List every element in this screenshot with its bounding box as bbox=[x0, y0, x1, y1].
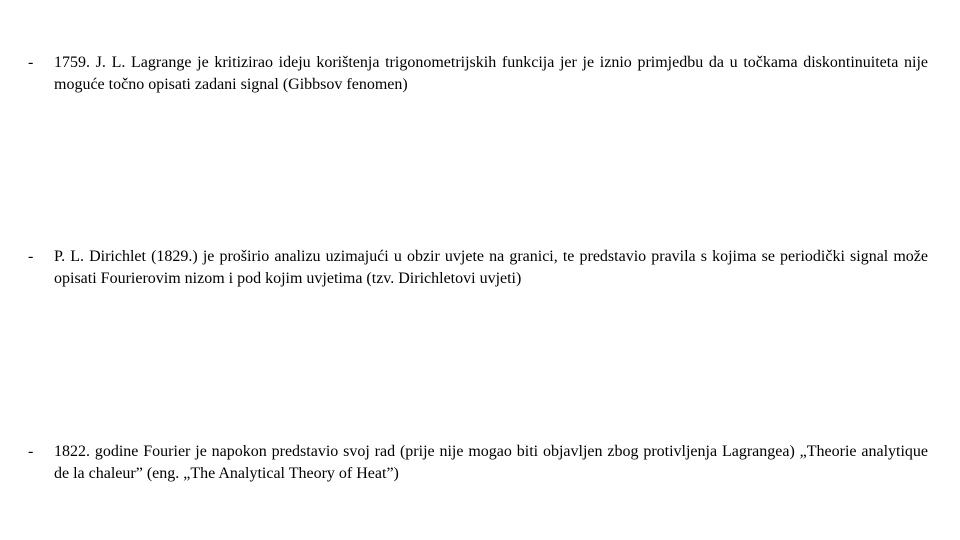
bullet-marker: - bbox=[28, 54, 34, 71]
bullet-text: 1759. J. L. Lagrange je kritizirao ideju korištenja trigonometrijskih funkcija jer je iznio primjedbu da u točkama diskontinuiteta nije moguće točno opisati zadani signal (Gibbsov fenomen) bbox=[54, 54, 928, 93]
bullet-text: 1822. godine Fourier je napokon predstavio svoj rad (prije nije mogao biti objavljen zbog protivljenja Lagrangea) „Theorie analytique de la chaleur” (eng. „The Analytical Theory of Heat”) bbox=[54, 443, 928, 482]
bullet-item-lagrange bbox=[28, 52, 928, 96]
bullet-text: P. L. Dirichlet (1829.) je proširio analizu uzimajući u obzir uvjete na granici, te predstavio pravila s kojima se periodički signal može opisati Fourierovim nizom i pod kojim uvjetima (tzv. Dirichletovi uvjeti) bbox=[54, 248, 928, 287]
bullet-marker: - bbox=[28, 443, 34, 460]
bullet-item-fourier bbox=[28, 441, 928, 485]
bullet-item-dirichlet bbox=[28, 246, 928, 290]
bullet-marker: - bbox=[28, 248, 34, 265]
